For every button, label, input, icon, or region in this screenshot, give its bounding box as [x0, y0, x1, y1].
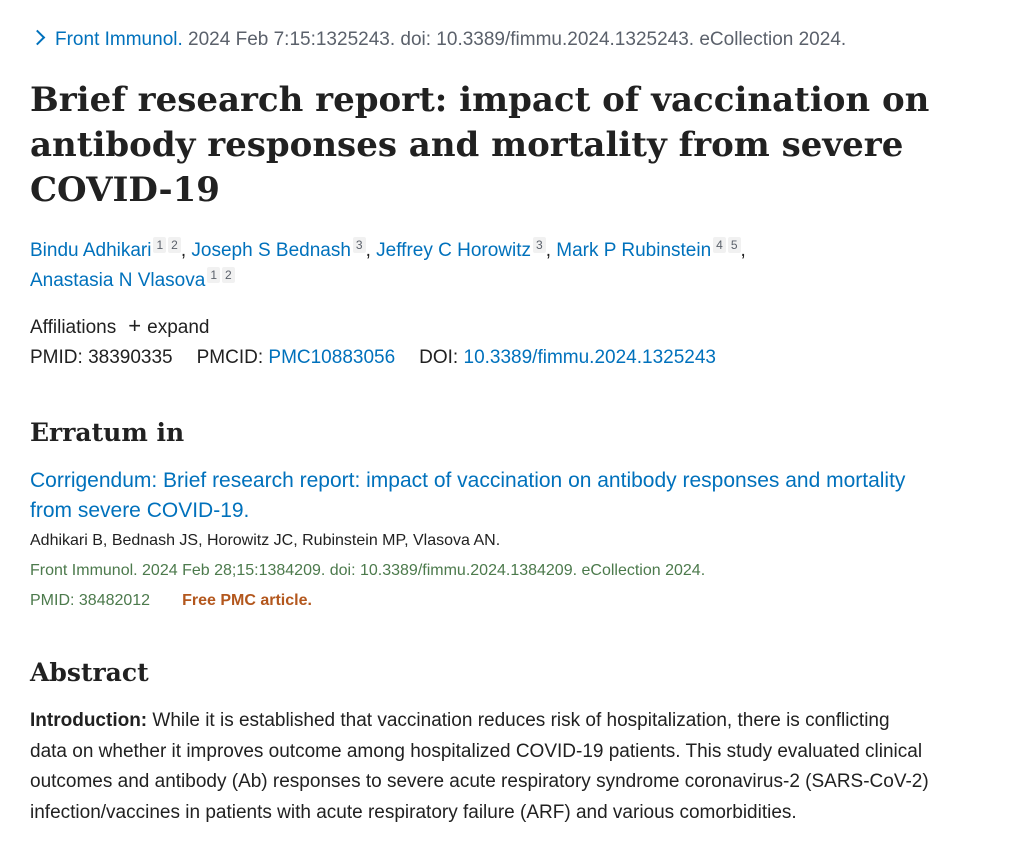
- pmcid-label: PMCID:: [196, 347, 269, 368]
- plus-icon: +: [128, 313, 142, 338]
- article-title: Brief research report: impact of vaccination on antibody responses and mortality from severe COVID-19: [30, 80, 930, 210]
- author-link[interactable]: Joseph S Bednash: [191, 240, 351, 261]
- expand-label: expand: [147, 317, 210, 338]
- abstract-heading: Abstract: [30, 658, 149, 687]
- affiliation-ref[interactable]: 3: [533, 237, 546, 253]
- affiliations-toggle: [30, 313, 209, 339]
- pmcid-link[interactable]: PMC10883056: [268, 347, 396, 368]
- erratum-citation: Front Immunol. 2024 Feb 28;15:1384209. doi: 10.3389/fimmu.2024.1384209. eCollection 2024.: [30, 562, 706, 579]
- pmid-value: 38390335: [88, 347, 173, 368]
- affiliation-ref[interactable]: 5: [728, 237, 741, 253]
- affiliation-ref[interactable]: 1: [207, 267, 220, 283]
- doi-link[interactable]: 10.3389/fimmu.2024.1325243: [463, 347, 716, 368]
- author-link[interactable]: Jeffrey C Horowitz: [376, 240, 532, 261]
- affiliations-label: Affiliations: [30, 317, 117, 338]
- pmid-label: PMID:: [30, 347, 89, 368]
- identifiers: [30, 347, 716, 369]
- author-link[interactable]: Anastasia N Vlasova: [30, 270, 206, 291]
- expand-button[interactable]: [128, 313, 210, 338]
- author-link[interactable]: Bindu Adhikari: [30, 240, 152, 261]
- free-pmc-article-link[interactable]: Free PMC article.: [182, 592, 312, 609]
- introduction-text: While it is established that vaccination reduces risk of hospitalization, there is conflicting data on whether it improves outcome among hospitalized COVID-19 patients. This study evaluated clinical outcomes and antibody (Ab) responses to severe acute respiratory syndrome coronavirus-2 (SARS-CoV-2) infection/vaccines in patients with acute respiratory failure (ARF) and various comorbidities.: [30, 710, 929, 823]
- affiliation-ref[interactable]: 4: [713, 237, 726, 253]
- author-link[interactable]: Mark P Rubinstein: [556, 240, 712, 261]
- introduction-label: Introduction:: [30, 710, 148, 731]
- doi-label: DOI:: [419, 347, 464, 368]
- authors-list: Bindu Adhikari 1 2 , Joseph S Bednash 3 , Jeffrey C Horowitz 3 , Mark P Rubinstein 4 5 , Anastasia N Vlasova 1 2: [30, 238, 746, 291]
- erratum-heading: Erratum in: [30, 418, 185, 447]
- citation-line: [30, 29, 846, 51]
- chevron-right-icon[interactable]: [30, 30, 46, 46]
- affiliation-ref[interactable]: 3: [353, 237, 366, 253]
- erratum-authors: Adhikari B, Bednash JS, Horowitz JC, Rubinstein MP, Vlasova AN.: [30, 532, 501, 549]
- abstract-introduction: [30, 706, 930, 828]
- affiliation-ref[interactable]: 1: [153, 237, 166, 253]
- erratum-pmid: PMID: 38482012: [30, 592, 151, 609]
- citation-details: 2024 Feb 7:15:1325243. doi: 10.3389/fimmu.2024.1325243. eCollection 2024.: [182, 29, 847, 50]
- journal-link[interactable]: Front Immunol.: [55, 29, 183, 50]
- affiliation-ref[interactable]: 2: [222, 267, 235, 283]
- affiliation-ref[interactable]: 2: [168, 237, 181, 253]
- erratum-pmid-row: [30, 592, 312, 610]
- erratum-title-link[interactable]: Corrigendum: Brief research report: impact of vaccination on antibody responses and mortality from severe COVID-19.: [30, 469, 906, 522]
